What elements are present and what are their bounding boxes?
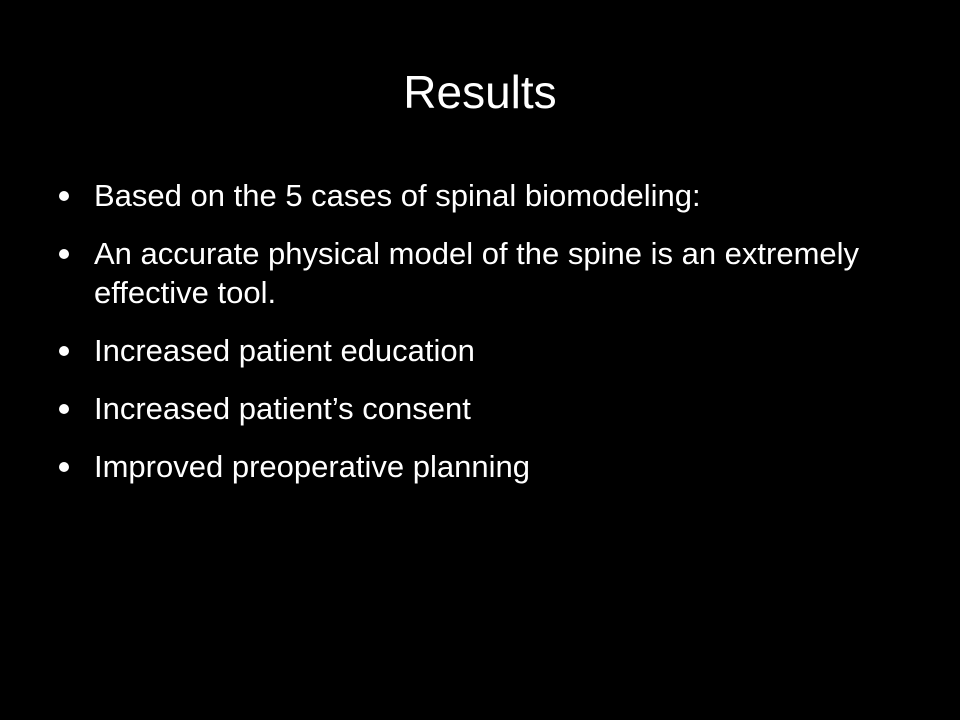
bullet-text: Based on the 5 cases of spinal biomodeling:	[94, 178, 701, 213]
bullet-item	[56, 331, 906, 370]
slide-title: Results	[403, 66, 557, 118]
bullet-item	[56, 389, 906, 428]
bullet-item	[56, 234, 906, 312]
bullet-dot-icon	[59, 249, 69, 259]
bullet-text: An accurate physical model of the spine is an extremely effective tool.	[94, 236, 860, 310]
bullet-item	[56, 447, 906, 486]
bullet-dot-icon	[59, 346, 69, 356]
bullet-text: Improved preoperative planning	[94, 449, 530, 484]
bullet-text: Increased patient education	[94, 333, 475, 368]
bullet-dot-icon	[59, 404, 69, 414]
bullet-dot-icon	[59, 462, 69, 472]
bullet-list	[56, 176, 906, 505]
bullet-item	[56, 176, 906, 215]
bullet-dot-icon	[59, 191, 69, 201]
bullet-text: Increased patient’s consent	[94, 391, 471, 426]
